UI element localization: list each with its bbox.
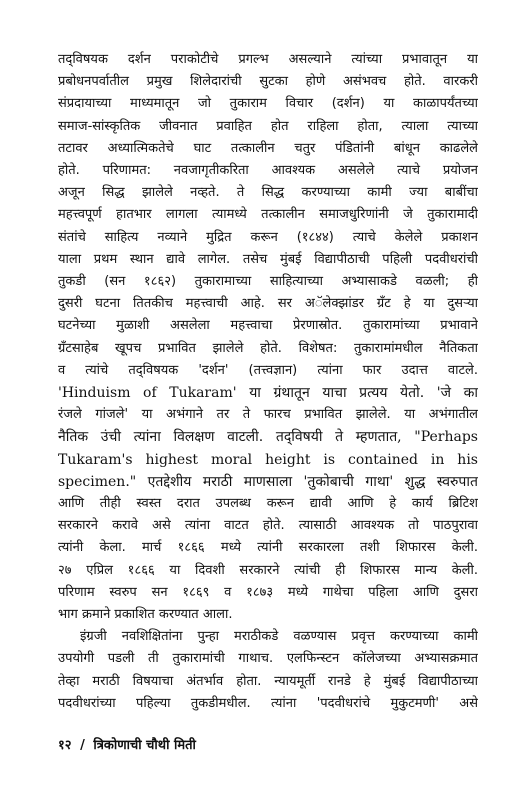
text-line: समाज-सांस्कृतिक जीवनात प्रवाहित होत राहिला होता, त्याला त्याच्या	[58, 118, 478, 134]
text-line: भाग क्रमाने प्रकाशित करण्यात आला.	[58, 607, 233, 623]
text-line: इंग्रजी नवशिक्षितांना पुन्हा मराठीकडे वळण्यास प्रवृत्त करण्याच्या कामी	[80, 629, 478, 645]
text-line: तद्‌विषयक दर्शन पराकोटीचे प्रगल्भ असल्याने त्यांच्या प्रभावातून या	[58, 52, 478, 67]
text-line: तटावर अध्यात्मिकतेचे घाट तत्कालीन चतुर पंडितांनी बांधून काढलेले	[58, 140, 478, 156]
text-line: Tukaram's highest moral height is contained in his	[58, 451, 478, 468]
text-line: प्रबोधनपर्वातील प्रमुख शिलेदारांची सुटका होणे असंभवच होते. वारकरी	[58, 74, 478, 90]
book-title: त्रिकोणाची चौथी मिती	[93, 738, 196, 753]
text-line: उपयोगी पडली ती तुकारामांची गाथाच. एलफिन्स्टन कॉलेजच्या अभ्यासक्रमात	[58, 651, 478, 667]
body-text	[58, 49, 478, 715]
text-line: होते. परिणामत: नवजागृतीकरिता आवश्यक असलेले त्याचे प्रयोजन	[58, 163, 478, 179]
text-line: दुसरी घटना तितकीच महत्त्वाची आहे. सर अॅलेक्झांडर ग्रँट हे या दुसऱ्या	[58, 296, 478, 312]
text-line: पदवीधरांच्या पहिल्या तुकडीमधील. त्यांना 'पदवीधरांचे मुकुटमणी' असे	[58, 695, 478, 711]
text-line: अजून सिद्ध झालेले नव्हते. ते सिद्ध करण्याच्या कामी ज्या बाबींचा	[58, 185, 478, 201]
text-line: परिणाम स्वरुप सन १८६९ व १८७३ मध्ये गाथेचा पहिला आणि दुसरा	[58, 584, 478, 600]
text-line: संप्रदायाच्या माध्यमातून जो तुकाराम विचार (दर्शन) या काळापर्यंतच्या	[58, 96, 478, 112]
text-line: घटनेच्या मुळाशी असलेला महत्त्वाचा प्रेरणास्रोत. तुकारामांच्या प्रभावाने	[58, 318, 478, 334]
text-line: याला प्रथम स्थान द्यावे लागेल. तसेच मुंबई विद्यापीठाची पहिली पदवीधरांची	[58, 251, 478, 267]
text-line: रंजले गांजले' या अभंगाने तर ते फारच प्रभावित झालेले. या अभंगातील	[58, 407, 478, 423]
text-line: तेव्हा मराठी विषयाचा अंतर्भाव होता. न्यायमूर्ती रानडे हे मुंबई विद्यापीठाच्या	[58, 673, 478, 689]
text-line: महत्त्वपूर्ण हातभार लागला त्यामध्ये तत्कालीन समाजधुरिणांनी जे तुकारामादी	[58, 207, 478, 223]
text-line: ग्रँटसाहेब खूपच प्रभावित झालेले होते. विशेषत: तुकारामांमधील नैतिकता	[58, 340, 478, 356]
text-line: संतांचे साहित्य नव्याने मुद्रित करून (१८४४) त्याचे केलेले प्रकाशन	[58, 229, 478, 245]
text-line: नैतिक उंची त्यांना विलक्षण वाटली. तद्‌विषयी ते म्हणतात, "Perhaps	[58, 429, 478, 446]
page-footer	[58, 735, 196, 753]
page-number: १२	[58, 738, 72, 753]
text-line: व त्यांचे तद्‌विषयक 'दर्शन' (तत्त्वज्ञान) त्यांना फार उदात्त वाटले.	[58, 362, 478, 378]
text-line: २७ एप्रिल १८६६ या दिवशी सरकारने त्यांची ही शिफारस मान्य केली.	[58, 562, 478, 578]
footer-separator: /	[80, 738, 85, 753]
text-line: तुकडी (सन १८६२) तुकारामाच्या साहित्याच्या अभ्यासाकडे वळली; ही	[58, 274, 478, 290]
text-line: आणि तीही स्वस्त दरात उपलब्ध करून द्यावी आणि हे कार्य ब्रिटिश	[58, 496, 478, 512]
text-line: 'Hinduism of Tukaram' या ग्रंथातून याचा प्रत्यय येतो. 'जे का	[58, 385, 478, 402]
text-line: सरकारने करावे असे त्यांना वाटत होते. त्यासाठी आवश्यक तो पाठपुरावा	[58, 518, 478, 534]
text-line: specimen." एतद्देशीय मराठी माणसाला 'तुकोबाची गाथा' शुद्ध स्वरुपात	[58, 473, 478, 490]
text-line: त्यांनी केला. मार्च १८६६ मध्ये त्यांनी सरकारला तशी शिफारस केली.	[58, 540, 478, 556]
